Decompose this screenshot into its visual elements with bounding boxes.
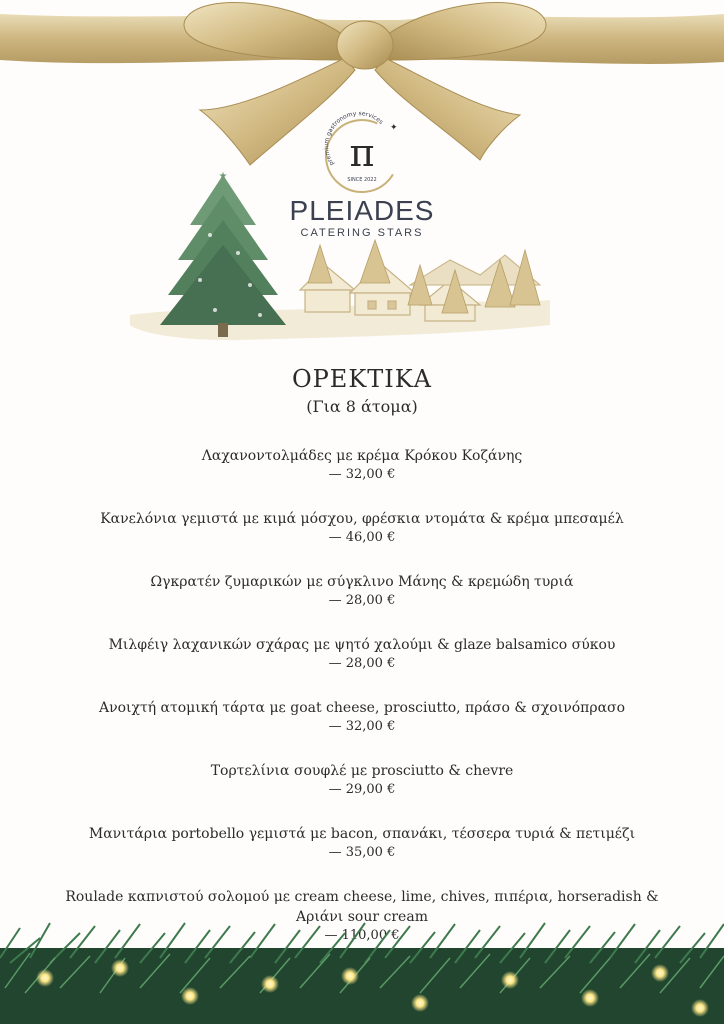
menu-item	[40, 446, 684, 509]
brand-block	[0, 196, 724, 239]
menu-item	[40, 635, 684, 698]
menu-item-name: Τορτελίνια σουφλέ με prosciutto & chevre	[210, 763, 514, 779]
menu-item-price: — 28,00 €	[328, 593, 396, 608]
star-icon: ★	[218, 171, 228, 182]
logo-since: SINCE 2022	[347, 177, 377, 183]
menu-list	[40, 446, 684, 950]
menu-item-price: — 46,00 €	[328, 530, 396, 545]
menu-item	[40, 824, 684, 887]
sparkle-icon: ✦	[390, 123, 398, 133]
pi-symbol: π	[349, 131, 375, 175]
menu-item-name: Ωγκρατέν ζυμαρικών με σύγκλινο Μάνης & κρεμώδη τυριά	[150, 574, 574, 590]
menu-item-price: — 110,00 €	[324, 928, 400, 943]
menu-item-name: Λαχανοντολμάδες με κρέμα Κρόκου Κοζάνης	[201, 448, 523, 464]
menu-title: ΟΡΕΚΤΙΚΑ	[291, 365, 433, 393]
menu-subtitle: (Για 8 άτομα)	[306, 397, 418, 416]
menu-item-name: Κανελόνια γεμιστά με κιμά μόσχου, φρέσκια ντομάτα & κρέμα μπεσαμέλ	[100, 511, 624, 527]
menu-item	[40, 572, 684, 635]
menu-item-price: — 35,00 €	[328, 845, 396, 860]
menu-item-name: Ανοιχτή ατομική τάρτα με goat cheese, prosciutto, πράσο & σχοινόπρασο	[98, 700, 626, 716]
menu-header	[0, 364, 724, 418]
brand-tagline: CATERING STARS	[300, 227, 424, 239]
logo-arc-text: premium gastronomy services	[323, 110, 385, 167]
menu-item-price: — 32,00 €	[328, 719, 396, 734]
brand-name: PLEIADES	[289, 195, 435, 226]
menu-item-price: — 29,00 €	[328, 782, 396, 797]
menu-item-name: Roulade καπνιστού σολομού με cream cheese, lime, chives, πιπέρια, horseradish & Αριάνι sour cream	[65, 889, 659, 925]
pine-garland	[0, 918, 724, 1024]
menu-item	[40, 509, 684, 572]
menu-item-price: — 32,00 €	[328, 467, 396, 482]
menu-item-name: Μιλφέιγ λαχανικών σχάρας με ψητό χαλούμι & glaze balsamico σύκου	[108, 637, 616, 653]
menu-item	[40, 761, 684, 824]
menu-item-price: — 28,00 €	[328, 656, 396, 671]
menu-item-name: Μανιτάρια portobello γεμιστά με bacon, σπανάκι, τέσσερα τυριά & πετιμέζι	[88, 826, 636, 842]
menu-item	[40, 698, 684, 761]
